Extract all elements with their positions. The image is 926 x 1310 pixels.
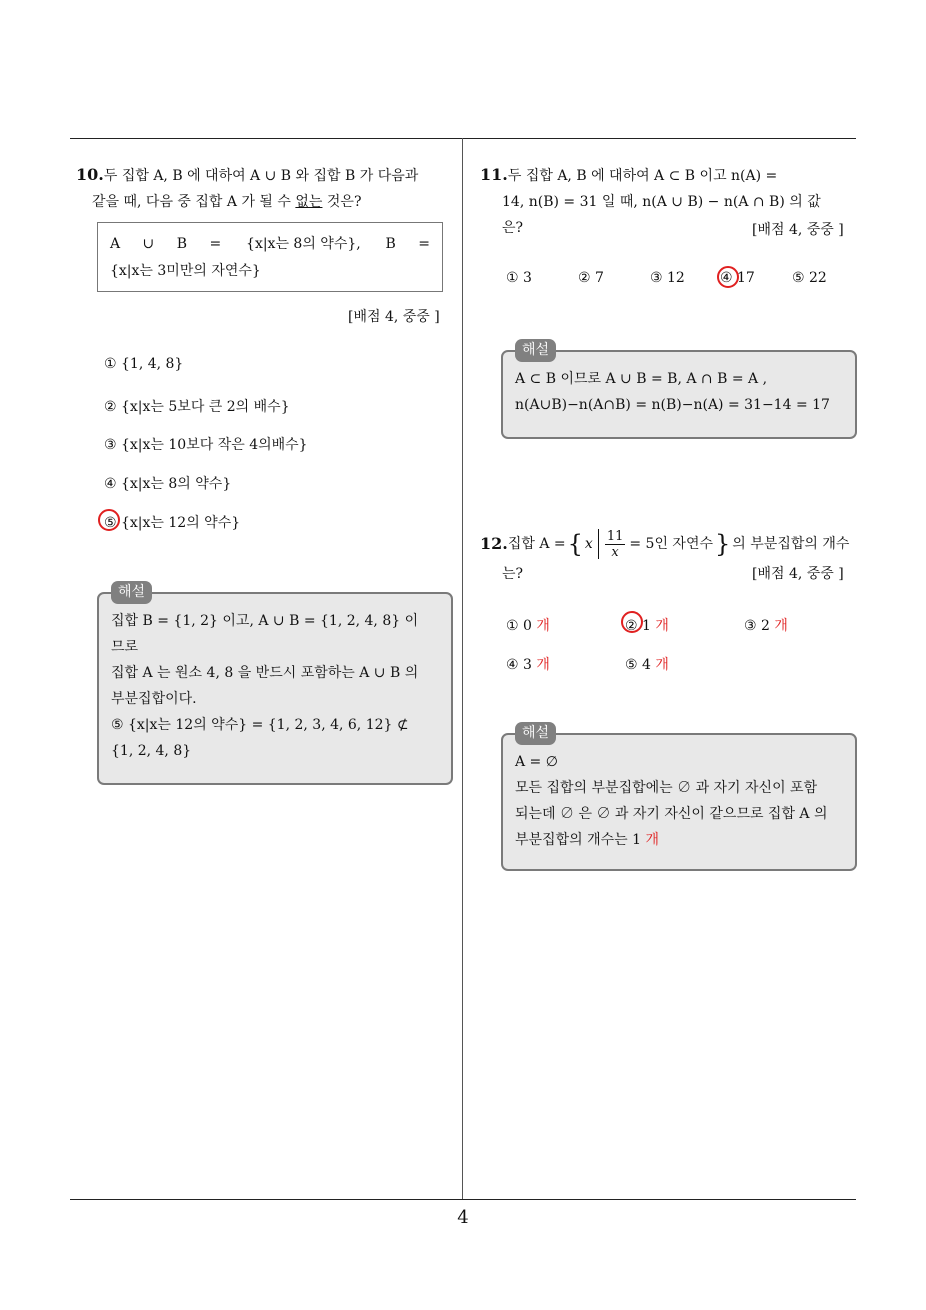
- question-11-line3: 은?: [502, 220, 524, 236]
- question-10-stem-line2-pre: 같을 때, 다음 중 집합 A 가 될 수: [92, 194, 296, 210]
- fraction-numerator: 11: [606, 528, 624, 544]
- condition-row-2: {x|x는 3미만의 자연수}: [110, 263, 261, 279]
- question-12-solution-box: [501, 725, 857, 871]
- q11-option-2[interactable]: ② 7: [578, 270, 604, 286]
- option-value: 2: [761, 618, 770, 634]
- q11-option-4[interactable]: ④ 17: [720, 270, 755, 286]
- question-12-line2: 는?: [502, 566, 524, 582]
- solution-label: 해설: [515, 722, 556, 745]
- condition-row-1: [110, 231, 430, 258]
- set-open-brace: {: [567, 530, 583, 558]
- question-11-solution-box: [501, 342, 857, 439]
- question-10-stem-line1: 두 집합 A, B 에 대하여 A ∪ B 와 집합 B 가 다음과: [103, 168, 419, 184]
- question-10: [76, 162, 456, 215]
- question-10-underlined-word: 없는: [295, 194, 323, 210]
- q11-option-5[interactable]: ⑤ 22: [792, 270, 827, 286]
- option-unit: 개: [655, 618, 669, 634]
- question-11-stem-line1: 두 집합 A, B 에 대하여 A ⊂ B 이고 n(A) =: [507, 168, 778, 184]
- set-condition: = 5인 자연수: [629, 536, 714, 552]
- question-12-stem-post: 의 부분집합의 개수: [732, 536, 850, 552]
- question-10-line2: [76, 189, 456, 215]
- question-10-solution-box: [97, 584, 453, 785]
- q12-option-5[interactable]: [625, 654, 669, 674]
- q10-option-5[interactable]: ⑤ {x|x는 12의 약수}: [104, 515, 241, 531]
- question-10-line1: [76, 162, 456, 189]
- fraction: [605, 529, 626, 560]
- fraction-denominator: x: [611, 544, 619, 560]
- question-11-line2: 14, n(B) = 31 일 때, n(A ∪ B) − n(A ∩ B) 의 값: [502, 194, 821, 210]
- question-10-score: [배점 4, 중중 ]: [348, 309, 440, 325]
- condition-b: B =: [385, 236, 430, 252]
- solution-line: {1, 2, 4, 8}: [111, 743, 192, 759]
- solution-line: 집합 B = {1, 2} 이고, A ∪ B = {1, 2, 4, 8} 이: [111, 613, 419, 629]
- set-divider: [598, 529, 599, 559]
- q10-option-4[interactable]: ④ {x|x는 8의 약수}: [104, 476, 232, 492]
- question-12-stem-pre: 집합 A =: [507, 536, 566, 552]
- solution-line: 므로: [111, 639, 139, 655]
- question-10-stem-line2-post: 것은?: [322, 194, 362, 210]
- option-mark: ②: [625, 618, 638, 634]
- column-divider: [462, 138, 463, 1200]
- solution-unit: 개: [645, 832, 659, 848]
- question-12-number: 12.: [480, 534, 508, 553]
- q11-option-3[interactable]: ③ 12: [650, 270, 685, 286]
- q10-option-3[interactable]: ③ {x|x는 10보다 작은 4의배수}: [104, 437, 308, 453]
- q12-option-1[interactable]: [506, 615, 550, 635]
- option-unit: 개: [655, 657, 669, 673]
- question-11-line1: [480, 162, 858, 189]
- option-mark: ③: [744, 618, 757, 634]
- solution-line: A = ∅: [515, 754, 558, 770]
- solution-line-last: [515, 827, 843, 853]
- option-unit: 개: [536, 657, 550, 673]
- solution-line: ⑤ {x|x는 12의 약수} = {1, 2, 3, 4, 6, 12} ⊄: [111, 717, 409, 733]
- page-number: 4: [457, 1207, 469, 1228]
- condition-divisors-of-8: {x|x는 8의 약수},: [246, 236, 361, 252]
- question-12-line1: [480, 527, 860, 561]
- question-11-number: 11.: [480, 165, 508, 184]
- solution-line: 부분집합이다.: [111, 691, 197, 707]
- q10-option-2[interactable]: ② {x|x는 5보다 큰 2의 배수}: [104, 399, 290, 415]
- solution-line: A ⊂ B 이므로 A ∪ B = B, A ∩ B = A ,: [515, 371, 768, 387]
- solution-line-text: 부분집합의 개수는 1: [515, 832, 641, 848]
- option-value: 1: [642, 618, 651, 634]
- solution-line: 모든 집합의 부분집합에는 ∅ 과 자기 자신이 포함: [515, 780, 818, 796]
- bottom-rule: [70, 1199, 856, 1200]
- q11-option-1[interactable]: ① 3: [506, 270, 532, 286]
- set-close-brace: }: [715, 530, 731, 558]
- condition-union: A ∪ B =: [110, 236, 222, 252]
- q10-option-1[interactable]: ① {1, 4, 8}: [104, 356, 184, 372]
- question-10-condition-box: [97, 222, 443, 292]
- set-variable: x: [584, 536, 593, 552]
- option-mark: ⑤: [625, 657, 638, 673]
- q12-option-2[interactable]: [625, 615, 669, 635]
- option-value: 0: [523, 618, 532, 634]
- option-value: 3: [523, 657, 532, 673]
- top-rule: [70, 138, 856, 139]
- solution-line: n(A∪B)−n(A∩B) = n(B)−n(A) = 31−14 = 17: [515, 397, 830, 413]
- question-12-score: [배점 4, 중중 ]: [752, 566, 844, 582]
- option-mark: ④: [506, 657, 519, 673]
- option-unit: 개: [536, 618, 550, 634]
- option-unit: 개: [774, 618, 788, 634]
- q12-option-3[interactable]: [744, 615, 788, 635]
- question-10-number: 10.: [76, 165, 104, 184]
- option-value: 4: [642, 657, 651, 673]
- solution-label: 해설: [515, 339, 556, 362]
- solution-line: 집합 A 는 원소 4, 8 을 반드시 포함하는 A ∪ B 의: [111, 665, 419, 681]
- solution-line: 되는데 ∅ 은 ∅ 과 자기 자신이 같으므로 집합 A 의: [515, 806, 828, 822]
- solution-label: 해설: [111, 581, 152, 604]
- option-mark: ①: [506, 618, 519, 634]
- question-11-score: [배점 4, 중중 ]: [752, 222, 844, 238]
- q12-option-4[interactable]: [506, 654, 550, 674]
